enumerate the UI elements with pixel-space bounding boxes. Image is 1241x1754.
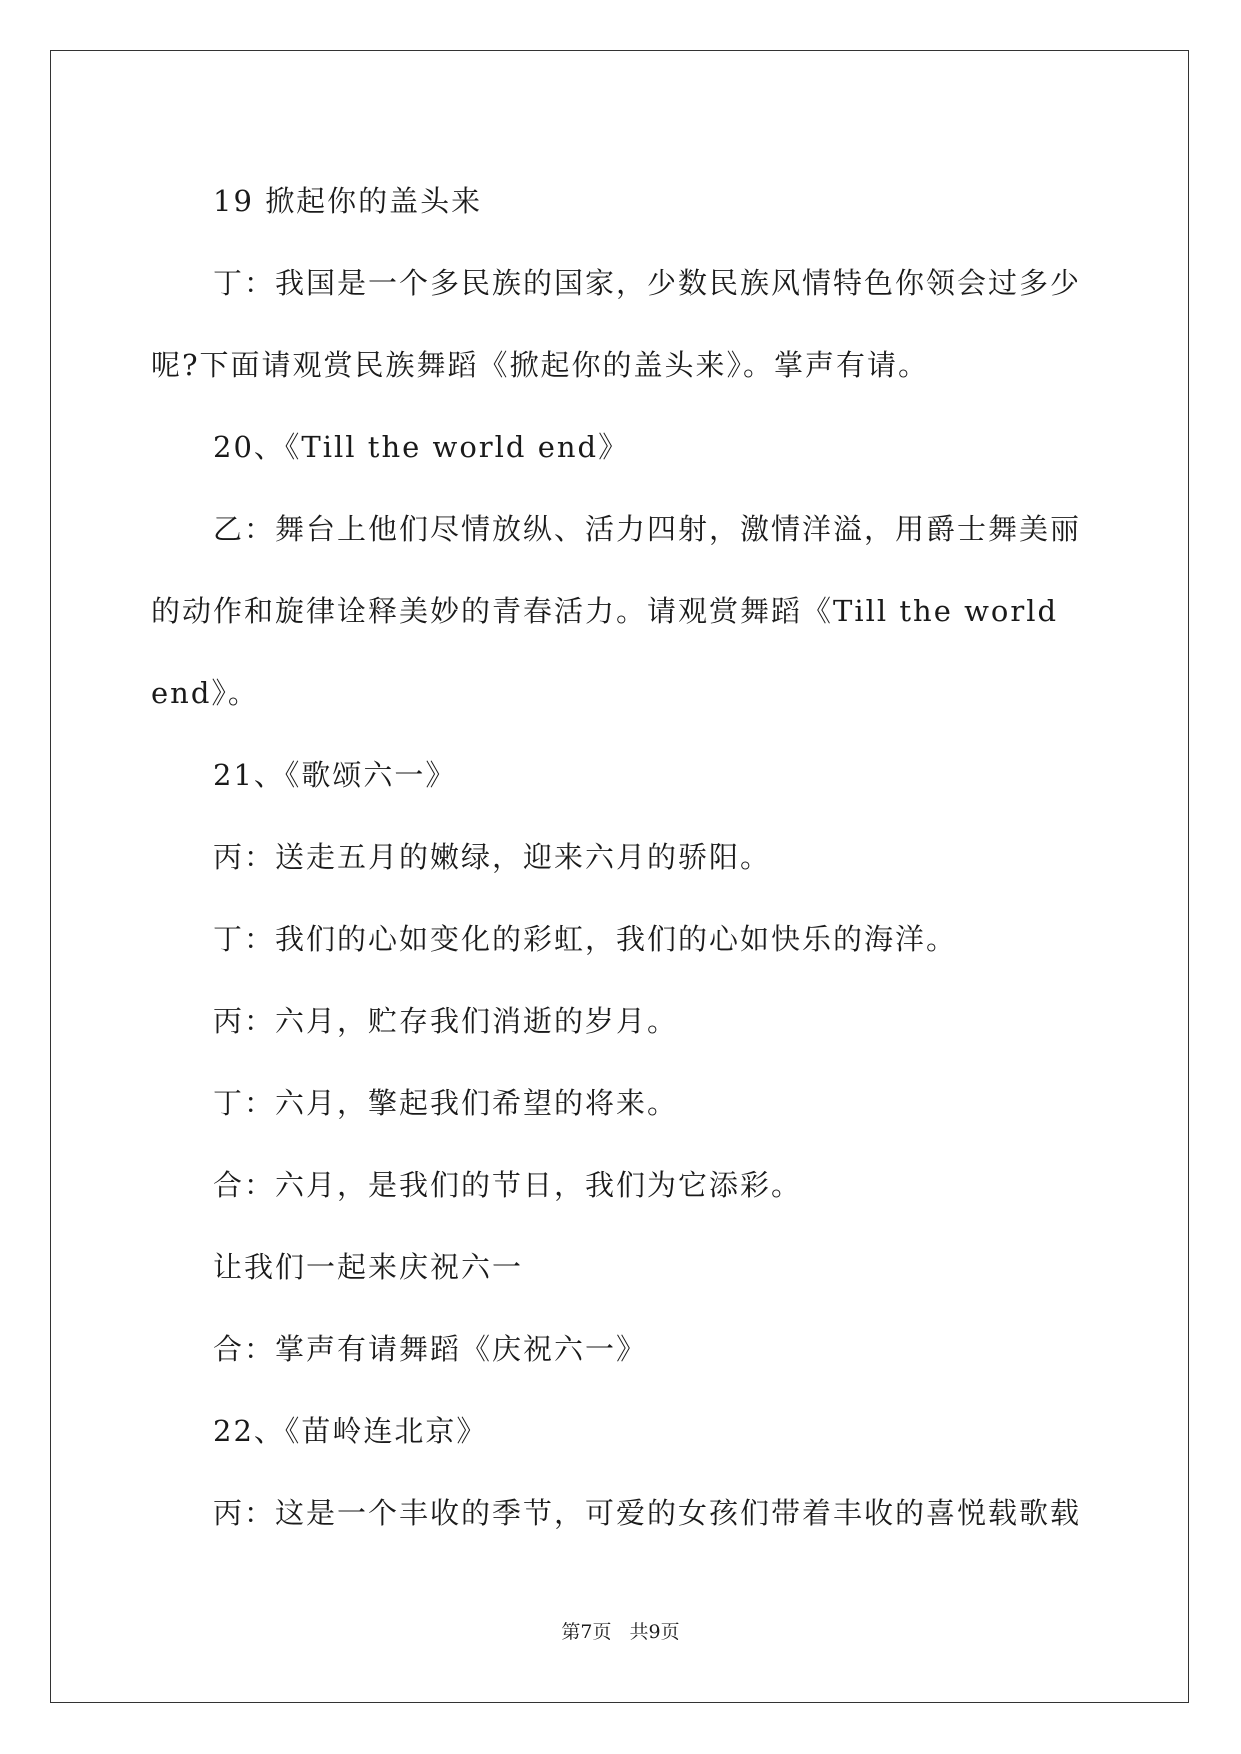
paragraph: 丙：送走五月的嫩绿，迎来六月的骄阳。: [213, 840, 772, 874]
paragraph-heading: 21、《歌颂六一》: [213, 758, 457, 792]
paragraph: 丙：六月，贮存我们消逝的岁月。: [213, 1004, 679, 1038]
page-number: 第7页: [561, 1621, 612, 1643]
paragraph: 合：掌声有请舞蹈《庆祝六一》: [213, 1332, 648, 1366]
paragraph: end》。: [151, 676, 259, 710]
page-total: 共9页: [629, 1621, 680, 1643]
page-footer: [0, 1617, 1241, 1644]
paragraph: 让我们一起来庆祝六一: [213, 1250, 524, 1284]
paragraph: 丁：我们的心如变化的彩虹，我们的心如快乐的海洋。: [213, 922, 958, 956]
paragraph-heading: 20、《Till the world end》: [213, 430, 630, 464]
paragraph-heading: 19 掀起你的盖头来: [213, 184, 483, 218]
document-body: [151, 160, 1091, 1554]
paragraph-heading: 22、《苗岭连北京》: [213, 1414, 488, 1448]
paragraph: 合：六月，是我们的节日，我们为它添彩。: [213, 1168, 803, 1202]
paragraph: 丁：六月，擎起我们希望的将来。: [213, 1086, 679, 1120]
paragraph: 丁：我国是一个多民族的国家，少数民族风情特色你领会过多少: [213, 266, 1082, 300]
paragraph: 丙：这是一个丰收的季节，可爱的女孩们带着丰收的喜悦载歌载: [213, 1496, 1082, 1530]
paragraph: 乙：舞台上他们尽情放纵、活力四射，激情洋溢，用爵士舞美丽: [213, 512, 1082, 546]
paragraph: 的动作和旋律诠释美妙的青春活力。请观赏舞蹈《Till the world: [151, 594, 1059, 628]
paragraph: 呢?下面请观赏民族舞蹈《掀起你的盖头来》。掌声有请。: [151, 348, 930, 382]
